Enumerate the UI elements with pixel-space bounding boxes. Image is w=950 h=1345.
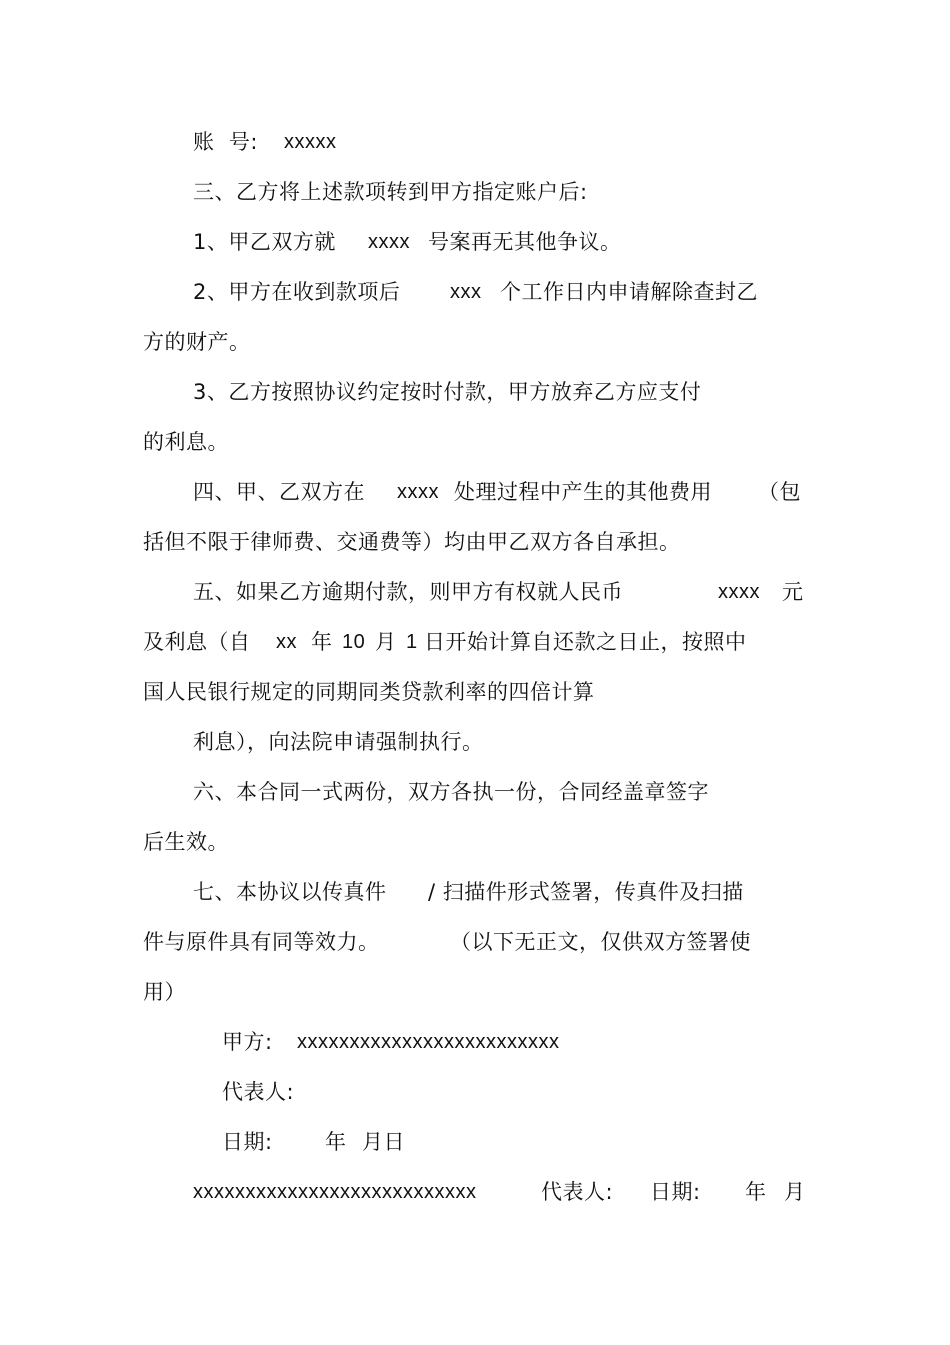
- section7-l2-pre: 件与原件具有同等效力。: [143, 930, 380, 954]
- section3-item3-cont: 的利息。: [143, 430, 229, 454]
- section3-item3-text: 3、乙方按照协议约定按时付款，甲方放弃乙方应支付: [193, 380, 702, 404]
- section5-l2-rest: 日开始计算自还款之日止，按照中: [424, 630, 747, 654]
- section6-text: 六、本合同一式两份，双方各执一份，合同经盖章签字: [193, 780, 709, 804]
- party-b-year: 年: [745, 1180, 767, 1204]
- section3-item2-post: 个工作日内申请解除查封乙: [500, 280, 758, 304]
- party-b-rep-label: 代表人:: [541, 1180, 614, 1204]
- section5-l2-placeholder: xx: [276, 631, 297, 653]
- section7-l3: 用）: [143, 980, 186, 1004]
- party-a-value: xxxxxxxxxxxxxxxxxxxxxxxxx: [297, 1031, 560, 1053]
- party-a-label: 甲方:: [222, 1030, 273, 1054]
- account-value: xxxxx: [284, 131, 337, 153]
- section5-l2-month-num: 10: [342, 631, 366, 653]
- section7-l2-post: （以下无正文，仅供双方签署使: [450, 930, 751, 954]
- section5-unit: 元: [782, 580, 804, 604]
- party-b-month: 月: [784, 1180, 806, 1204]
- section4-placeholder: xxxx: [397, 481, 439, 503]
- section4-paren: （包: [758, 480, 801, 504]
- section5-pre: 五、如果乙方逾期付款，则甲方有权就人民币: [193, 580, 623, 604]
- section3-heading: 三、乙方将上述款项转到甲方指定账户后:: [193, 180, 588, 204]
- party-a-year: 年: [325, 1130, 347, 1154]
- party-b-date-label: 日期:: [650, 1180, 701, 1204]
- section5-l2-month: 月: [375, 630, 397, 654]
- section6-cont: 后生效。: [143, 830, 229, 854]
- section3-item1-post: 号案再无其他争议。: [428, 230, 622, 254]
- party-a-date-label: 日期:: [222, 1130, 273, 1154]
- section5-placeholder: xxxx: [718, 581, 760, 603]
- section7-mid: / 扫描件形式签署，传真件及扫描: [428, 880, 744, 904]
- section5-l3: 国人民银行规定的同期同类贷款利率的四倍计算: [143, 680, 595, 704]
- section7-pre: 七、本协议以传真件: [193, 880, 387, 904]
- section5-l2-year: 年: [311, 630, 333, 654]
- section3-item1-placeholder: xxxx: [368, 231, 410, 253]
- party-a-month-day: 月日: [362, 1130, 405, 1154]
- section3-item2-pre: 2、甲方在收到款项后: [193, 280, 401, 304]
- section5-l2-day-num: 1: [406, 631, 418, 653]
- party-a-rep-label: 代表人:: [222, 1080, 295, 1104]
- section5-l2-pre: 及利息（自: [143, 630, 251, 654]
- section3-item1-pre: 1、甲乙双方就: [193, 230, 336, 254]
- party-b-value: xxxxxxxxxxxxxxxxxxxxxxxxxxx: [193, 1181, 477, 1203]
- section3-item2-placeholder: xxx: [450, 281, 482, 303]
- section3-item2-cont: 方的财产。: [143, 330, 251, 354]
- section4-post: 处理过程中产生的其他费用: [454, 480, 712, 504]
- section5-l4: 利息），向法院申请强制执行。: [193, 730, 484, 754]
- account-label: 账 号:: [193, 130, 258, 154]
- section4-pre: 四、甲、乙双方在: [193, 480, 365, 504]
- section4-cont: 括但不限于律师费、交通费等）均由甲乙双方各自承担。: [143, 530, 681, 554]
